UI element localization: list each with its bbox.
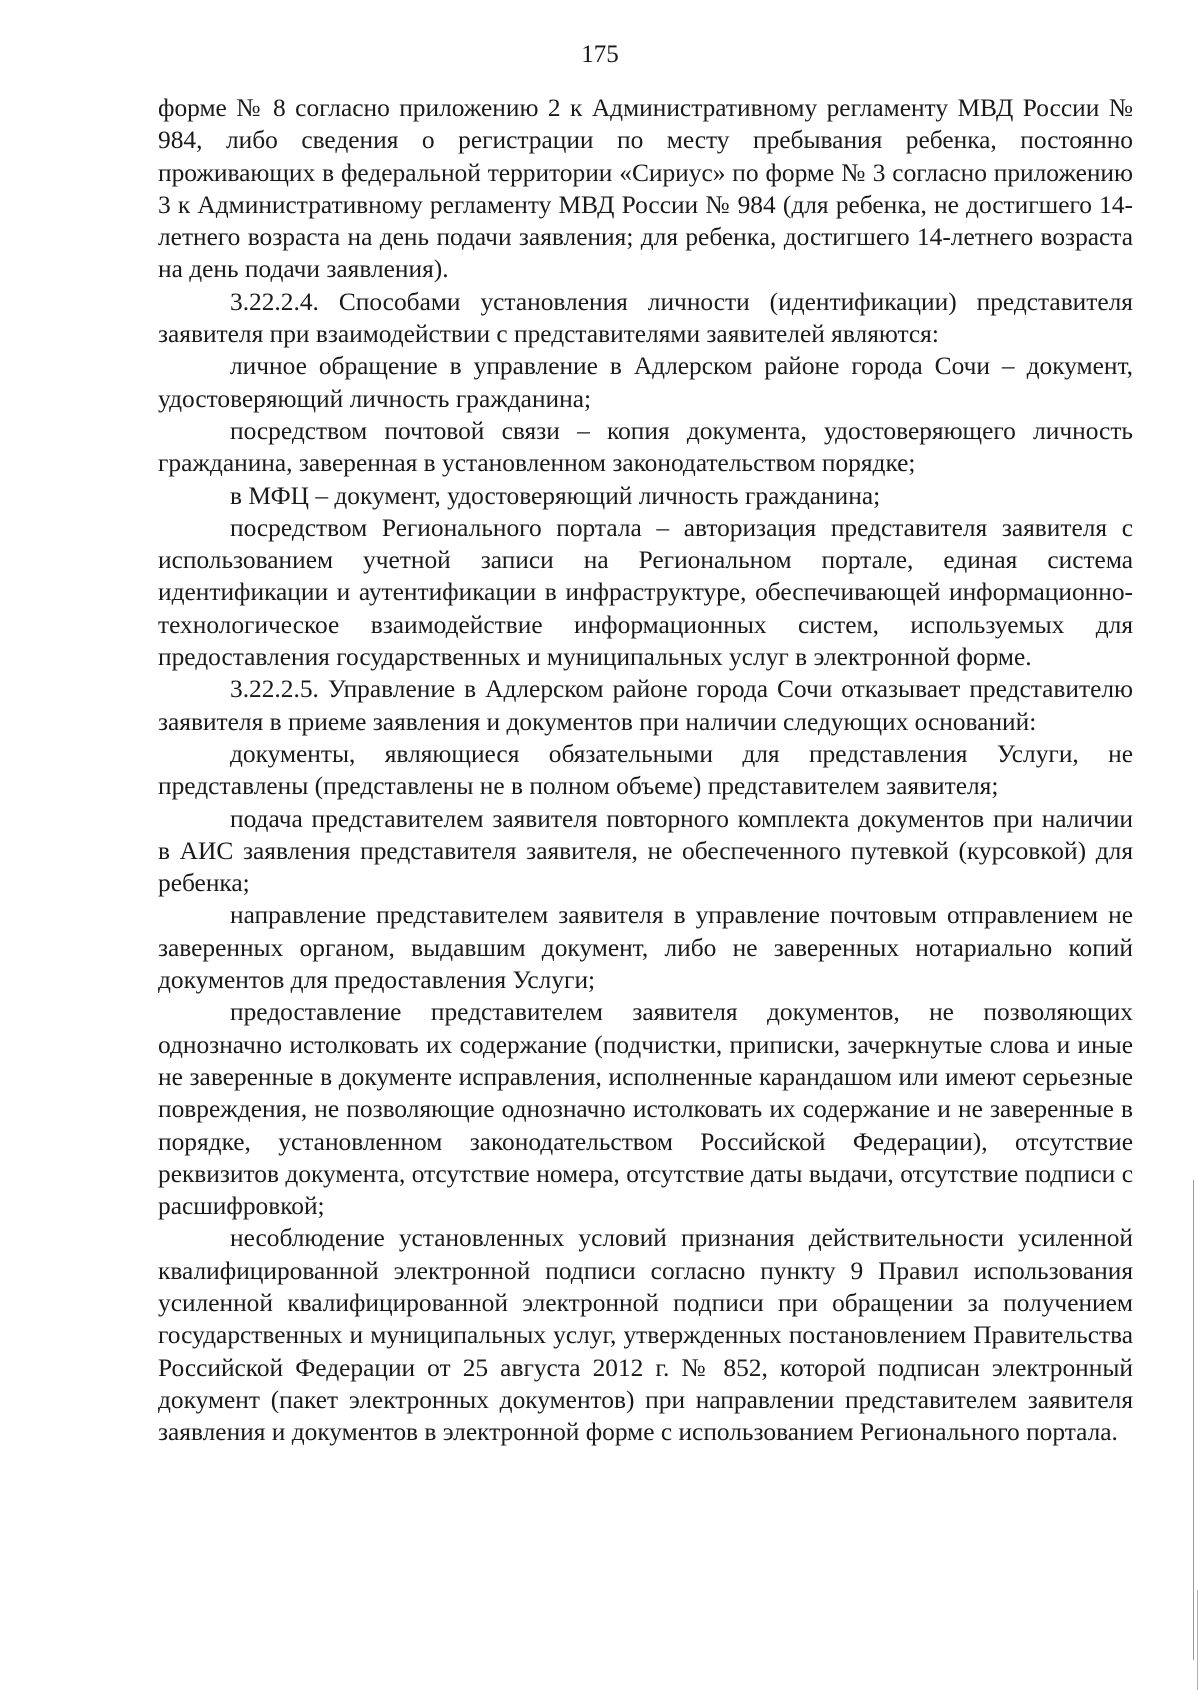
paragraph-mfc: в МФЦ – документ, удостоверяющий личность гражданина; [230,481,881,510]
paragraph-repeat-submission: подача представителем заявителя повторного комплекта документов при наличии в АИС заявления представителя заявителя, не обеспеченного путевкой (курсовкой) для ребенка; [158,804,1133,898]
paragraph-uncertified-copies: направление представителем заявителя в управление почтовым отправлением не заверенных органом, выдавшим документ, либо не заверенных нотариально копий документов для предоставления Услуги; [158,901,1133,995]
paragraph-3-22-2-5: 3.22.2.5. Управление в Адлерском районе города Сочи отказывает представителю заявителя в приеме заявления и документов при наличии следующих оснований: [158,675,1133,736]
document-body [158,92,1133,1448]
page-number: 175 [581,41,619,68]
paragraph-signature-conditions: несоблюдение установленных условий признания действительности усиленной квалифицированной электронной подписи согласно пункту 9 Правил использования усиленной квалифицированной электронной подписи при обращении за получением государственных и муниципальных услуг, утвержденных постановлением Правительства Российской Федерации от 25 августа 2012 г. № 852, которой подписан электронный документ (пакет электронных документов) при направлении представителем заявителя заявления и документов в электронной форме с использованием Регионального портала. [158,1224,1133,1447]
scan-edge-line-lower [1197,1590,1198,1690]
paragraph-3-22-2-4: 3.22.2.4. Способами установления личности (идентификации) представителя заявителя при взаимодействии с представителями заявителей являются: [158,287,1133,349]
paragraph-personal-visit: личное обращение в управление в Адлерском районе города Сочи – документ, удостоверяющий личность гражданина; [158,352,1133,413]
scan-edge-line [1193,1180,1194,1660]
paragraph-postal: посредством почтовой связи – копия документа, удостоверяющего личность гражданина, заверенная в установленном законодательством порядке; [158,416,1133,478]
paragraph-regional-portal: посредством Регионального портала – авторизация представителя заявителя с использованием учетной записи на Региональном портале, единая система идентификации и аутентификации в инфраструктуре, обеспечивающей информационно-технологическое взаимодействие информационных систем, используемых для предоставления государственных и муниципальных услуг в электронной форме. [158,513,1133,672]
paragraph-continuation: форме № 8 согласно приложению 2 к Административному регламенту МВД России № 984, либо сведения о регистрации по месту пребывания ребенка, постоянно проживающих в федеральной территории «Сириус» по форме № 3 согласно приложению 3 к Административному регламенту МВД России № 984 (для ребенка, не достигшего 14-летнего возраста на день подачи заявления; для ребенка, достигшего 14-летнего возраста на день подачи заявления). [158,94,1133,284]
paragraph-ambiguous-documents: предоставление представителем заявителя документов, не позволяющих однозначно истолковать их содержание (подчистки, приписки, зачеркнутые слова и иные не заверенные в документе исправления, исполненные карандашом или имеют серьезные повреждения, не позволяющие однозначно истолковать их содержание и не заверенные в порядке, установленном законодательством Российской Федерации), отсутствие реквизитов документа, отсутствие номера, отсутствие даты выдачи, отсутствие подписи с расшифровкой; [158,998,1133,1221]
paragraph-missing-documents: документы, являющиеся обязательными для представления Услуги, не представлены (представлены не в полном объеме) представителем заявителя; [158,739,1133,801]
